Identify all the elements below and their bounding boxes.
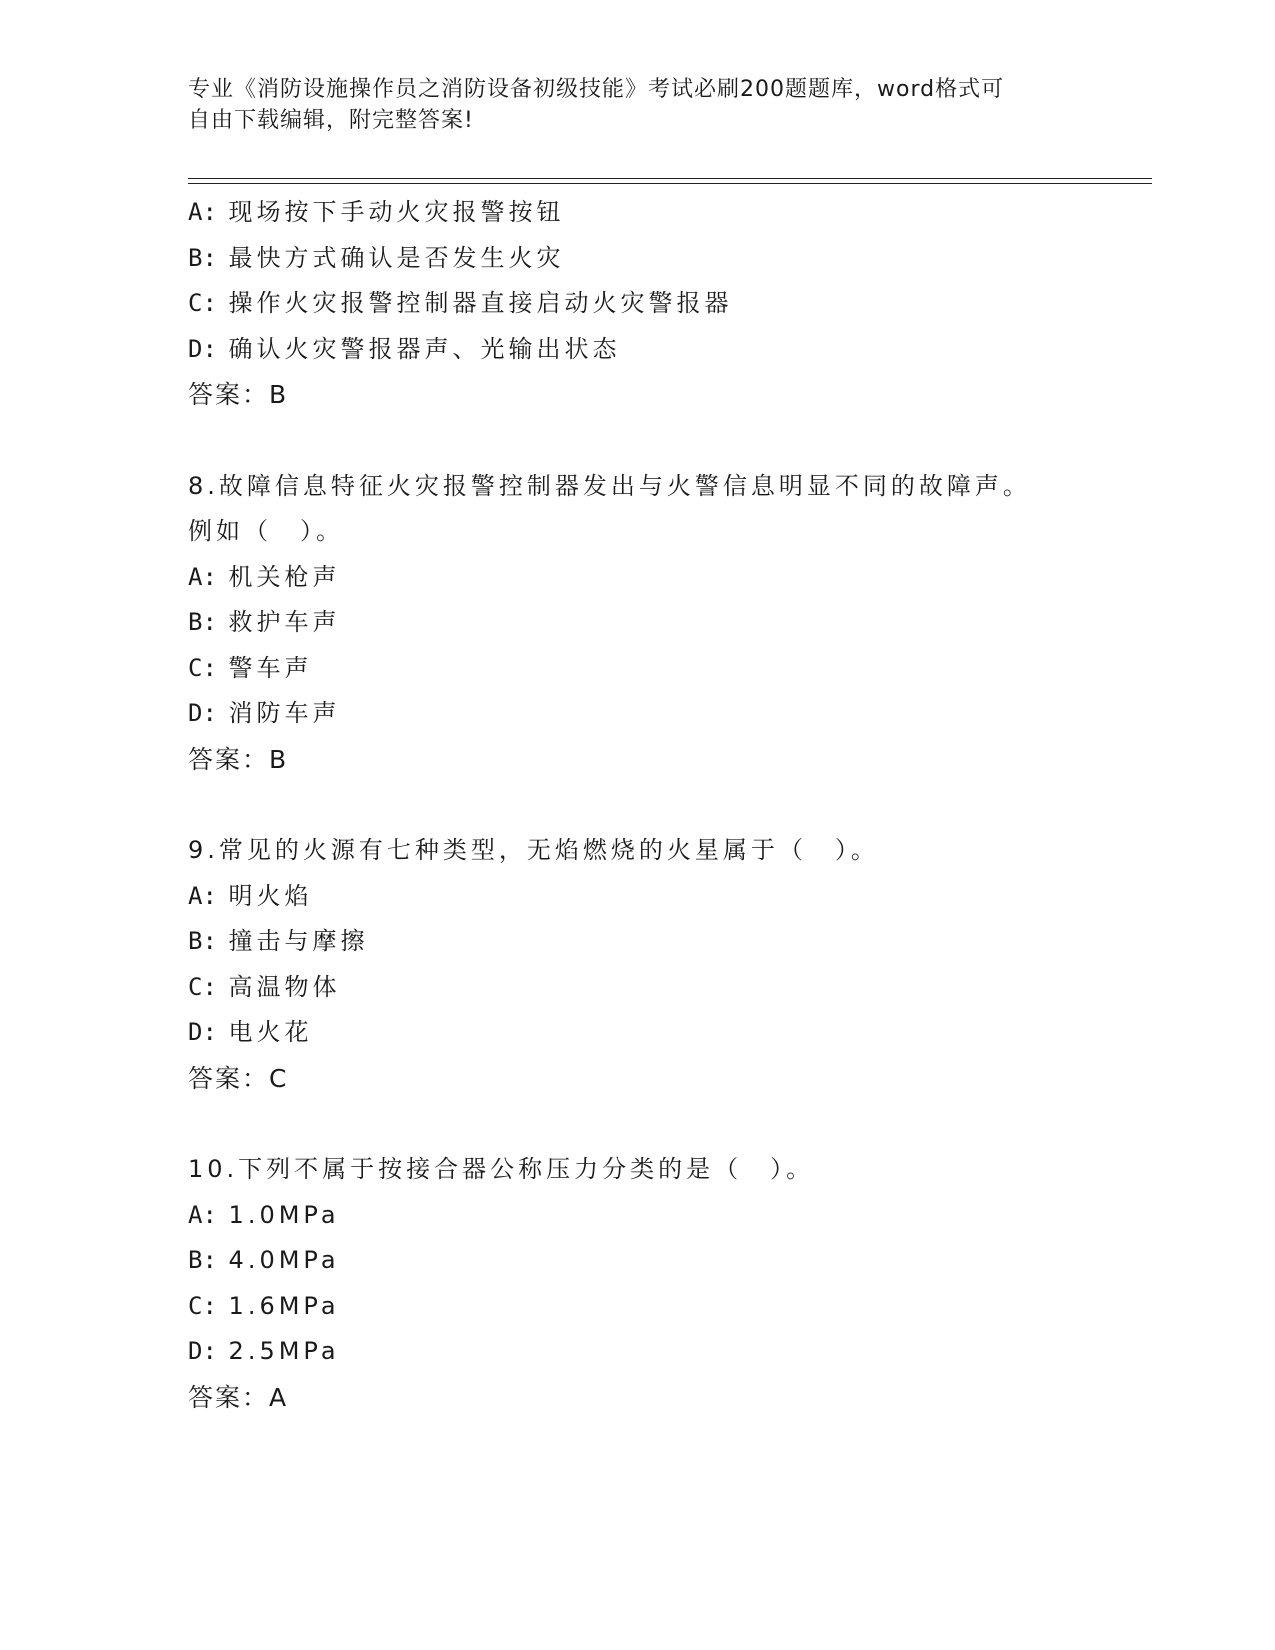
option-text: 1.0MPa <box>228 1200 340 1229</box>
option-text: 警车声 <box>228 653 313 682</box>
option-key: D: <box>188 699 217 727</box>
option-d <box>188 1329 1148 1375</box>
option-b <box>188 600 1148 646</box>
option-key: D: <box>188 1337 217 1365</box>
option-key: A: <box>188 1200 217 1229</box>
header-line-2: 自由下载编辑，附完整答案! <box>188 108 474 133</box>
header-line-1: 专业《消防设施操作员之消防设备初级技能》考试必刷200题题库，word格式可 <box>188 77 1005 102</box>
option-key: A: <box>188 881 217 910</box>
option-text: 高温物体 <box>228 972 341 1001</box>
header-divider-bottom <box>188 183 1152 184</box>
option-key: B: <box>188 608 217 636</box>
option-d <box>188 1010 1148 1056</box>
option-key: D: <box>188 1018 217 1046</box>
option-text: 最快方式确认是否发生火灾 <box>228 243 565 272</box>
option-c <box>188 965 1148 1011</box>
question-block-8 <box>188 464 1148 783</box>
option-d <box>188 327 1148 373</box>
question-stem-continued: 例如（ ）。 <box>188 517 344 545</box>
answer-line: 答案：A <box>188 1382 289 1412</box>
option-text: 明火焰 <box>228 881 313 910</box>
option-key: D: <box>188 334 217 363</box>
document-header <box>188 74 1068 136</box>
option-c <box>188 646 1148 692</box>
option-text: 消防车声 <box>228 699 341 727</box>
option-key: A: <box>188 198 217 226</box>
spacer <box>188 418 1148 464</box>
option-key: C: <box>188 289 217 317</box>
option-text: 确认火灾警报器声、光输出状态 <box>228 334 621 363</box>
question-block-7 <box>188 190 1148 418</box>
option-text: 现场按下手动火灾报警按钮 <box>228 198 565 226</box>
option-text: 1.6MPa <box>228 1291 340 1320</box>
option-text: 机关枪声 <box>228 562 341 591</box>
option-a <box>188 555 1148 601</box>
option-b <box>188 1238 1148 1284</box>
option-text: 救护车声 <box>228 608 341 636</box>
option-key: B: <box>188 1246 217 1274</box>
option-key: C: <box>188 1291 217 1320</box>
option-a <box>188 1193 1148 1239</box>
answer-line: 答案：B <box>188 744 289 774</box>
option-b <box>188 236 1148 282</box>
option-key: C: <box>188 972 217 1001</box>
option-d <box>188 691 1148 737</box>
option-c <box>188 1284 1148 1330</box>
option-key: B: <box>188 927 217 955</box>
question-stem: 10.下列不属于按接合器公称压力分类的是（ ）。 <box>188 1155 815 1183</box>
option-a <box>188 190 1148 236</box>
spacer <box>188 1101 1148 1147</box>
spacer <box>188 782 1148 828</box>
answer-line: 答案：B <box>188 380 289 409</box>
option-text: 4.0MPa <box>228 1246 340 1274</box>
question-stem: 9.常见的火源有七种类型，无焰燃烧的火星属于（ ）。 <box>188 836 879 864</box>
option-key: B: <box>188 243 217 272</box>
option-text: 电火花 <box>228 1018 313 1046</box>
question-block-10 <box>188 1147 1148 1420</box>
option-b <box>188 919 1148 965</box>
header-divider-top <box>188 178 1152 179</box>
option-c <box>188 281 1148 327</box>
option-a <box>188 874 1148 920</box>
question-list <box>188 190 1148 1420</box>
question-stem: 8.故障信息特征火灾报警控制器发出与火警信息明显不同的故障声。 <box>188 471 1031 500</box>
option-key: C: <box>188 653 217 682</box>
option-text: 操作火灾报警控制器直接启动火灾警报器 <box>228 289 733 317</box>
option-text: 2.5MPa <box>228 1337 340 1365</box>
answer-line: 答案：C <box>188 1063 289 1093</box>
option-text: 撞击与摩擦 <box>228 927 369 955</box>
option-key: A: <box>188 562 217 591</box>
question-block-9 <box>188 828 1148 1101</box>
